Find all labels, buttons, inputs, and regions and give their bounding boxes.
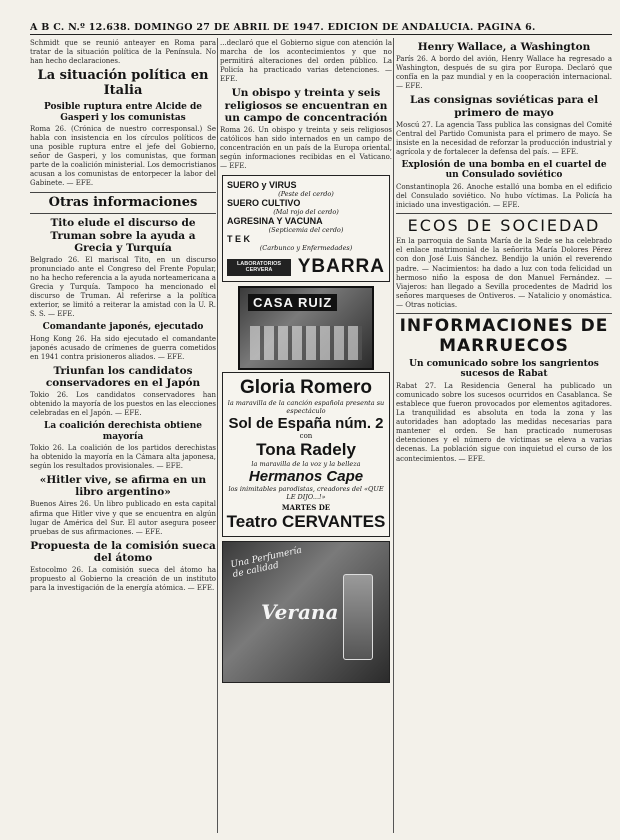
ad-subline: los inimitables parodistas, creadores del «QUE LE DIJO...!» <box>228 485 384 502</box>
ad-subline: (Peste del cerdo) <box>278 190 334 199</box>
article-text: París 26. A bordo del avión, Henry Wallace ha regresado a Washington, después de su gira por Europa. Declaró que confía en la paz mundial y en la cooperación internacional. — EFE. <box>396 55 612 91</box>
column-right <box>396 38 612 838</box>
advertisement-store <box>222 286 390 368</box>
column-rule <box>217 38 218 833</box>
article-subheadline: Un comunicado sobre los sangrientos sucesos de Rabat <box>409 359 599 380</box>
article-text: Belgrado 26. El mariscal Tito, en un discurso pronunciado ante el Congreso del Frente Popular, no ha hecho referencia a la ayuda norteamericana a Grecia y Turquía. Tampoco ha mencionado el discurso de Truman. Al referirse a la política exterior, se limitó a reiterar la amistad con la U. R. S. S. — EFE. <box>30 255 216 319</box>
article-text: Constantinopla 26. Anoche estalló una bomba en el edificio del Consulado soviético. No hubo víctimas. La Policía ha iniciado una investigación. — EFE. <box>396 182 612 209</box>
ad-subline: la maravilla de la canción española presenta su espectáculo <box>227 399 385 416</box>
article-text: Roma 26. (Crónica de nuestro corresponsal.) Se habla con insistencia en los círculos políticos de una posible ruptura entre el jefe del Gobierno, señor de Gasperi, y los comunistas, que forman parte de la coalición ministerial. Los democristianos acusan a los comunistas de entorpecer la labor del Gabinete. — EFE. <box>30 124 216 188</box>
ad-script: Una Perfumería de calidad <box>229 545 303 581</box>
store-photo <box>238 286 374 370</box>
ad-line: Hermanos Cape <box>248 468 364 486</box>
article-text: Moscú 27. La agencia Tass publica las consignas del Comité Central del Partido Comunista para el primero de mayo. Se insiste en la necesidad de reforzar la producción industrial y agrícola y de fortalecer la defensa del país. — EFE. <box>396 120 612 156</box>
divider <box>396 213 612 214</box>
ad-line: SUERO CULTIVO <box>227 198 301 209</box>
brand-logo: YBARRA <box>297 256 385 278</box>
article-text: Hong Kong 26. Ha sido ejecutado el comandante japonés acusado de crímenes de guerra cometidos en 1941 contra prisioneros aliados. — EFE. <box>30 334 216 361</box>
store-sign: CASA RUIZ <box>248 294 337 311</box>
article-headline: Henry Wallace, a Washington <box>417 41 591 53</box>
column-left <box>30 38 216 838</box>
article-headline: Un obispo y treinta y seis religiosos se encuentran en un campo de concentración <box>224 87 388 124</box>
article-text: Schmidt que se reunió anteayer en Roma para tratar de la situación política de la Península. No han hecho declaraciones. <box>30 39 216 66</box>
ad-line: Tona Radely <box>256 440 356 460</box>
article-headline: La coalición derechista obtiene mayoría <box>43 421 202 442</box>
page-header: A B C. N.º 12.638. DOMINGO 27 DE ABRIL DE 1947. EDICION DE ANDALUCIA. PAGINA 6. <box>30 22 612 35</box>
divider <box>396 313 612 314</box>
article-headline: «Hitler vive, se afirma en un libro argentino» <box>39 474 207 499</box>
article-text: En la parroquia de Santa María de la Sede se ha celebrado el enlace matrimonial de la señorita María Dolores Pérez con don José Luis Sánchez. Bendijo la unión el reverendo padre. — Nacimientos: ha dado a luz con toda felicidad un hermoso niño la esposa de don Manuel Fernández. — Viajeros: han llegado a Sevilla procedentes de Madrid los señores marqueses de Ontiveros. — Natalicio y onomástica. — Otras noticias. <box>396 237 612 309</box>
divider <box>30 213 216 214</box>
article-text: Estocolmo 26. La comisión sueca del átomo ha propuesto al Gobierno la creación de un instituto para la investigación de la energía atómica. — EFE. <box>30 565 216 593</box>
advertisement-perfume <box>222 541 390 683</box>
column-center <box>220 38 392 838</box>
section-title: ECOS DE SOCIEDAD <box>407 215 601 235</box>
perfume-bottle <box>343 574 373 660</box>
advertisement-theatre <box>222 372 390 537</box>
article-text: Tokio 26. La coalición de los partidos derechistas ha obtenido la mayoría en la Cámara alta japonesa, según los resultados provisionales. — EFE. <box>30 444 216 471</box>
column-rule <box>393 38 394 833</box>
article-headline: Propuesta de la comisión sueca del átomo <box>30 539 216 564</box>
ad-subline: (Carbunco y Enfermedades) <box>259 244 353 253</box>
ad-subline: MARTES DE <box>281 503 331 513</box>
article-subheadline: Posible ruptura entre Alcide de Gasperi y los comunistas <box>43 102 203 123</box>
divider <box>30 192 216 193</box>
article-text: Buenos Aires 26. Un libro publicado en esta capital afirma que Hitler vive y que se encuentra en algún lugar de América del Sur. El autor asegura poseer pruebas de sus afirmaciones. — EFE. <box>30 500 216 536</box>
article-text: Roma 26. Un obispo y treinta y seis religiosos católicos han sido internados en un campo de concentración en un país de la Europa oriental, según informaciones recibidas en el Vaticano. — EFE. <box>220 125 392 171</box>
article-headline: Explosión de una bomba en el cuartel de un Consulado soviético <box>401 159 607 181</box>
article-headline: Comandante japonés, ejecutado <box>42 322 204 333</box>
ad-subline: la maravilla de la voz y la belleza <box>251 460 361 469</box>
ad-subline: (Septicemia del cerdo) <box>268 226 344 235</box>
article-headline: Tito elude el discurso de Truman sobre la ayuda a Grecia y Turquía <box>50 217 196 254</box>
ad-subline: (Mal rojo del cerdo) <box>273 208 339 217</box>
ad-line: T E K <box>227 234 251 245</box>
article-text: Tokio 26. Los candidatos conservadores han obtenido la mayoría de los puestos en las elecciones celebradas en el Japón. — EFE. <box>30 391 216 418</box>
ad-subline: con <box>299 432 313 441</box>
section-title: Otras informaciones <box>48 194 198 210</box>
lab-label: LABORATORIOS CERVERA <box>227 259 291 276</box>
article-headline: Las consignas soviéticas para el primero de mayo <box>409 94 599 119</box>
article-headline: Triunfan los candidatos conservadores en el Japón <box>45 364 201 389</box>
ad-line: SUERO y VIRUS <box>227 180 297 191</box>
ad-line: Gloria Romero <box>240 377 372 399</box>
ad-line: Teatro CERVANTES <box>226 512 386 532</box>
advertisement-serums <box>222 175 390 282</box>
article-text: Rabat 27. La Residencia General ha publicado un comunicado sobre los sucesos ocurridos en Casablanca. Se establece que fueron provocados por elementos agitadores. La tranquilidad es absoluta en toda la zona y las autoridades han adoptado las medidas necesarias para mantener el orden. Se han practicado numerosas detenciones y el número de víctimas se eleva a varias decenas. La población sigue con inquietud el curso de los acontecimientos. — EFE. <box>396 381 612 463</box>
ad-line: Sol de España núm. 2 <box>228 415 384 433</box>
section-title: INFORMACIONES DE MARRUECOS <box>399 316 609 356</box>
article-headline: La situación política en Italia <box>37 68 209 99</box>
ad-line: AGRESINA Y VACUNA <box>227 216 323 227</box>
brand-logo: Verana <box>261 600 339 625</box>
shop-window <box>250 326 362 360</box>
article-text: ...declaró que el Gobierno sigue con atención la marcha de los acontecimientos y que no permitirá alteraciones del orden público. La Policía ha practicado varias detenciones. — EFE. <box>220 39 392 84</box>
